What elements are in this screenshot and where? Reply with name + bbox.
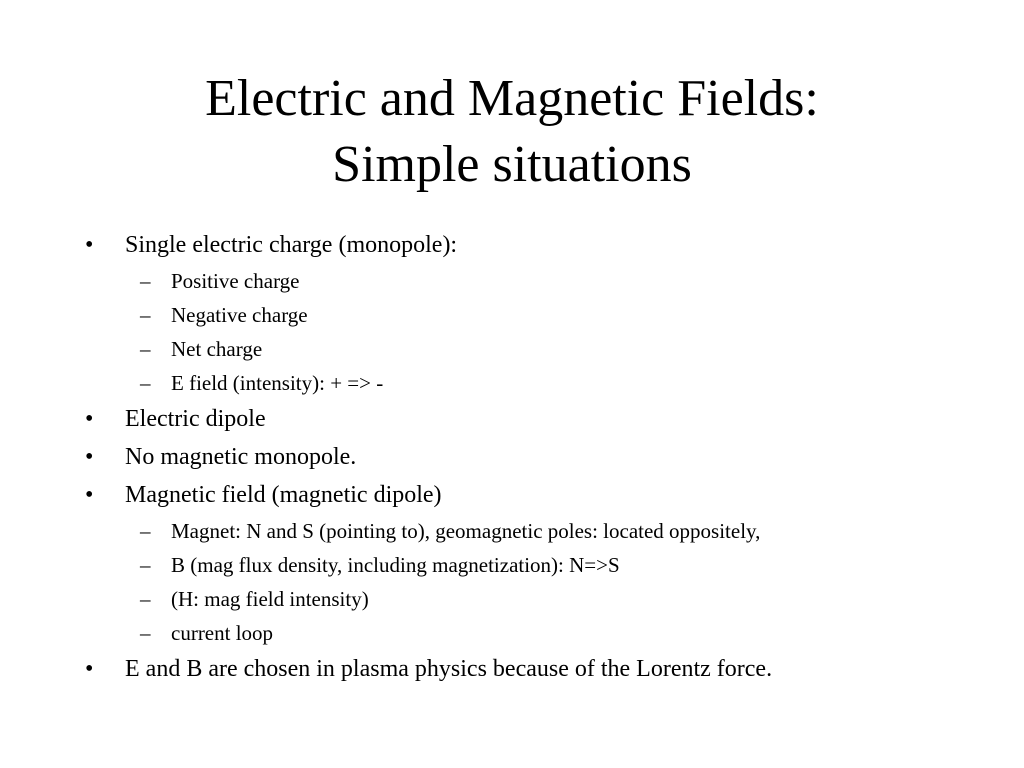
bullet-text: No magnetic monopole.: [125, 444, 357, 470]
sub-bullet-text: E field (intensity): + => -: [171, 371, 384, 395]
bullet-text: E and B are chosen in plasma physics because of the Lorentz force.: [125, 656, 773, 682]
bullet-marker: •: [85, 406, 94, 432]
bullet-marker: •: [85, 656, 94, 682]
sub-bullet-text: Magnet: N and S (pointing to), geomagnetic poles: located oppositely,: [171, 519, 761, 543]
bullet-marker: •: [85, 232, 94, 258]
sub-bullet-text: (H: mag field intensity): [171, 587, 369, 611]
sub-bullet-marker: –: [140, 621, 151, 645]
bullet-list: [0, 226, 1024, 688]
sub-bullet-text: Net charge: [171, 337, 263, 361]
bullet-marker: •: [85, 482, 94, 508]
sub-bullet-item: [0, 548, 1024, 582]
sub-bullet-text: Negative charge: [171, 303, 308, 327]
sub-bullet-item: [0, 582, 1024, 616]
bullet-text: Electric dipole: [125, 406, 266, 432]
sub-bullet-marker: –: [140, 371, 151, 395]
sub-bullet-marker: –: [140, 269, 151, 293]
sub-bullet-text: B (mag flux density, including magnetization): N=>S: [171, 553, 620, 577]
bullet-item: [0, 650, 1024, 688]
bullet-item: [0, 476, 1024, 514]
title-line-2: Simple situations: [332, 136, 692, 193]
sub-bullet-marker: –: [140, 337, 151, 361]
bullet-marker: •: [85, 444, 94, 470]
sub-bullet-marker: –: [140, 303, 151, 327]
slide-title: [60, 66, 964, 198]
sub-bullet-item: [0, 616, 1024, 650]
bullet-text: Magnetic field (magnetic dipole): [125, 482, 442, 508]
sub-bullet-item: [0, 514, 1024, 548]
sub-bullet-marker: –: [140, 587, 151, 611]
sub-bullet-item: [0, 332, 1024, 366]
bullet-item: [0, 226, 1024, 264]
sub-bullet-marker: –: [140, 553, 151, 577]
sub-bullet-marker: –: [140, 519, 151, 543]
title-line-1: Electric and Magnetic Fields:: [205, 70, 819, 127]
sub-bullet-item: [0, 298, 1024, 332]
sub-bullet-item: [0, 366, 1024, 400]
bullet-item: [0, 400, 1024, 438]
bullet-item: [0, 438, 1024, 476]
sub-bullet-item: [0, 264, 1024, 298]
sub-bullet-text: current loop: [171, 621, 274, 645]
bullet-text: Single electric charge (monopole):: [125, 232, 458, 258]
sub-bullet-text: Positive charge: [171, 269, 300, 293]
